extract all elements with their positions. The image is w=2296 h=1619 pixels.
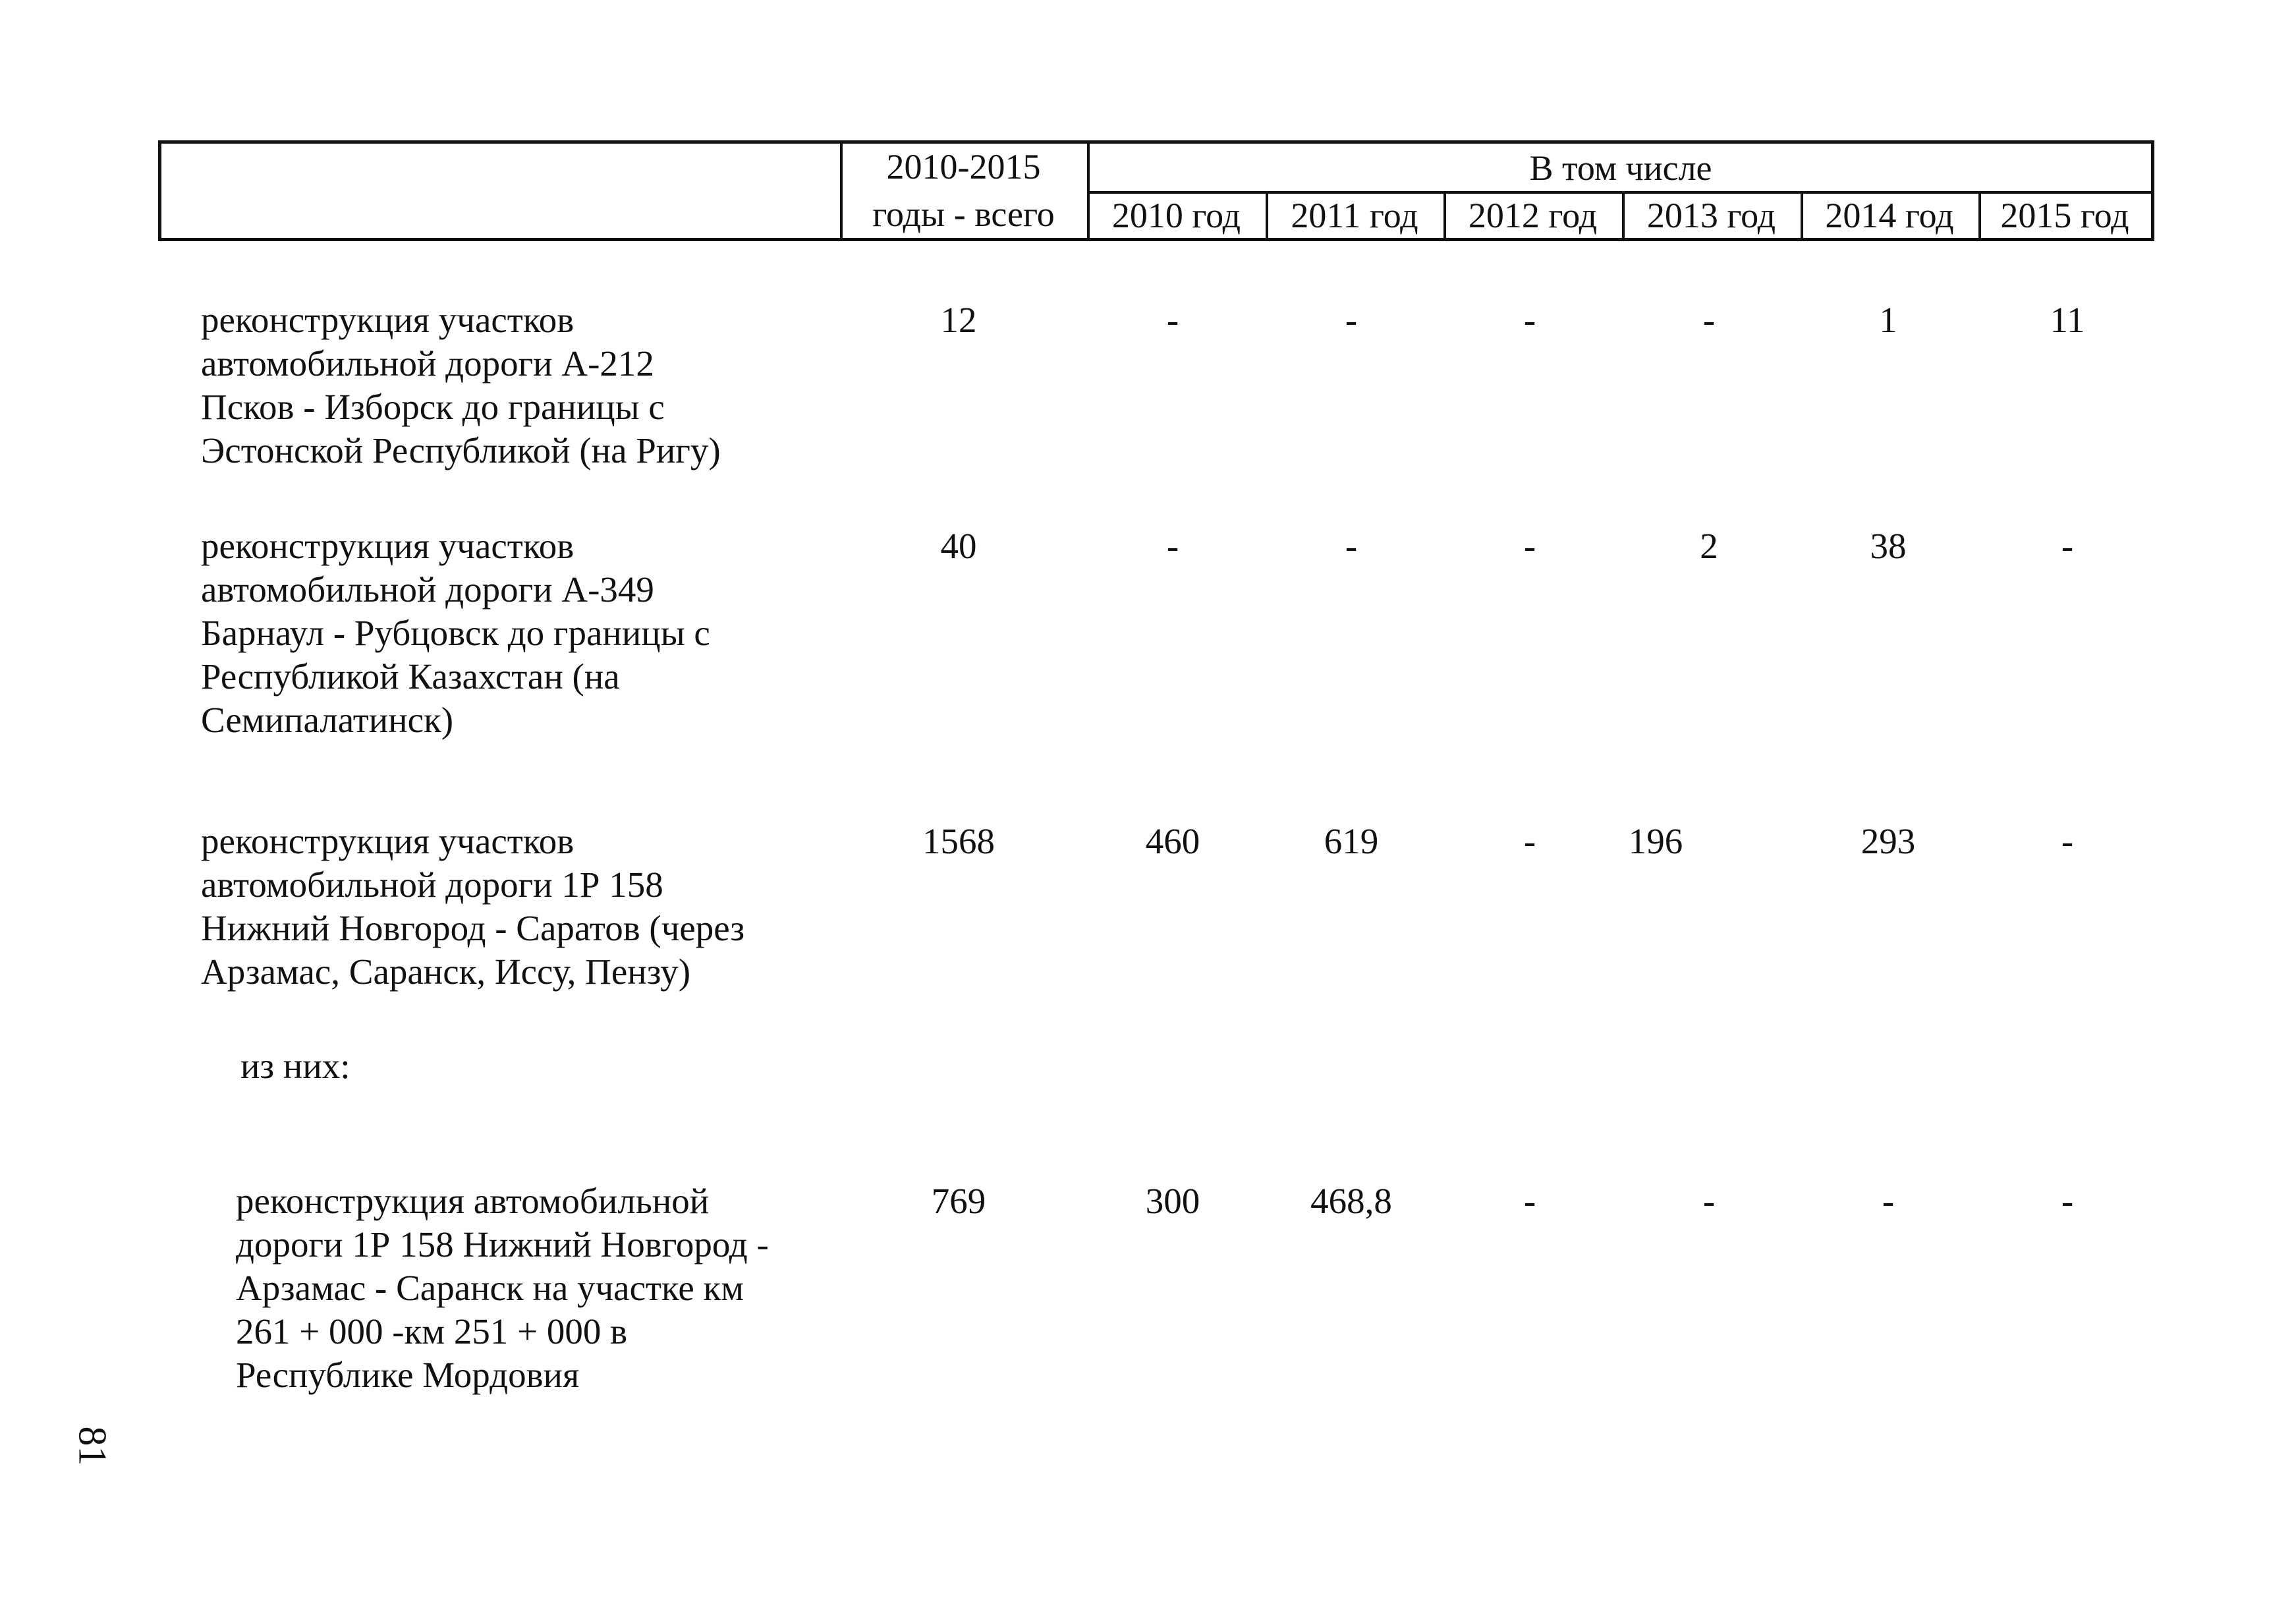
header-year: 2014 год (1825, 196, 1954, 235)
row-value: - (1523, 526, 1536, 566)
row-value: - (2061, 1181, 2074, 1221)
divider (1087, 191, 2151, 194)
row-value: 460 (1145, 821, 1200, 861)
row-value: 11 (2050, 300, 2085, 340)
table-header (158, 140, 2154, 241)
header-year: 2010 год (1111, 196, 1241, 235)
row-label: реконструкция участков автомобильной дороги А-349 Барнаул - Рубцовск до границы с Республикой Казахстан (на Семипалатинск) (201, 526, 710, 740)
header-year: 2011 год (1291, 196, 1418, 235)
row-label: реконструкция участков автомобильной дороги А-212 Псков - Изборск до границы с Эстонской Республикой (на Ригу) (201, 300, 721, 470)
row-value: - (2061, 821, 2074, 861)
row-total: 12 (940, 300, 977, 340)
row-value: - (1166, 300, 1179, 340)
header-year: 2015 год (2000, 196, 2129, 235)
row-value: - (1702, 300, 1716, 340)
row-value: 2 (1700, 526, 1718, 566)
row-total: 1568 (922, 821, 995, 861)
subheading: из них: (240, 1046, 350, 1086)
row-total: 40 (940, 526, 977, 566)
row-value: - (1345, 526, 1358, 566)
row-value: - (1345, 300, 1358, 340)
row-value: - (1523, 821, 1536, 861)
row-value: - (1166, 526, 1179, 566)
subrow-label: реконструкция автомобильной дороги 1Р 158 Нижний Новгород - Арзамас - Саранск на участке км 261 + 000 -км 251 + 000 в Республике Мордовия (236, 1181, 769, 1395)
header-group-label: В том числе (1529, 148, 1712, 188)
page-number: 81 (70, 1426, 115, 1466)
header-year: 2012 год (1468, 196, 1598, 235)
header-total-line2: годы - всего (872, 194, 1055, 234)
row-value: - (1523, 300, 1536, 340)
header-total-line1: 2010-2015 (886, 147, 1041, 186)
row-value: - (1702, 1181, 1716, 1221)
row-value: 293 (1861, 821, 1916, 861)
row-value: - (1523, 1181, 1536, 1221)
header-year: 2013 год (1646, 196, 1776, 235)
row-value: - (2061, 526, 2074, 566)
row-value: - (1882, 1181, 1895, 1221)
row-value: 468,8 (1310, 1181, 1392, 1221)
row-value: 300 (1145, 1181, 1200, 1221)
row-label: реконструкция участков автомобильной дороги 1Р 158 Нижний Новгород - Саратов (через Арзамас, Саранск, Иссу, Пензу) (201, 821, 745, 992)
row-total: 769 (931, 1181, 986, 1221)
row-value: 619 (1324, 821, 1379, 861)
row-value: 38 (1870, 526, 1907, 566)
row-value: 1 (1879, 300, 1897, 340)
row-value: 196 (1628, 821, 1683, 861)
